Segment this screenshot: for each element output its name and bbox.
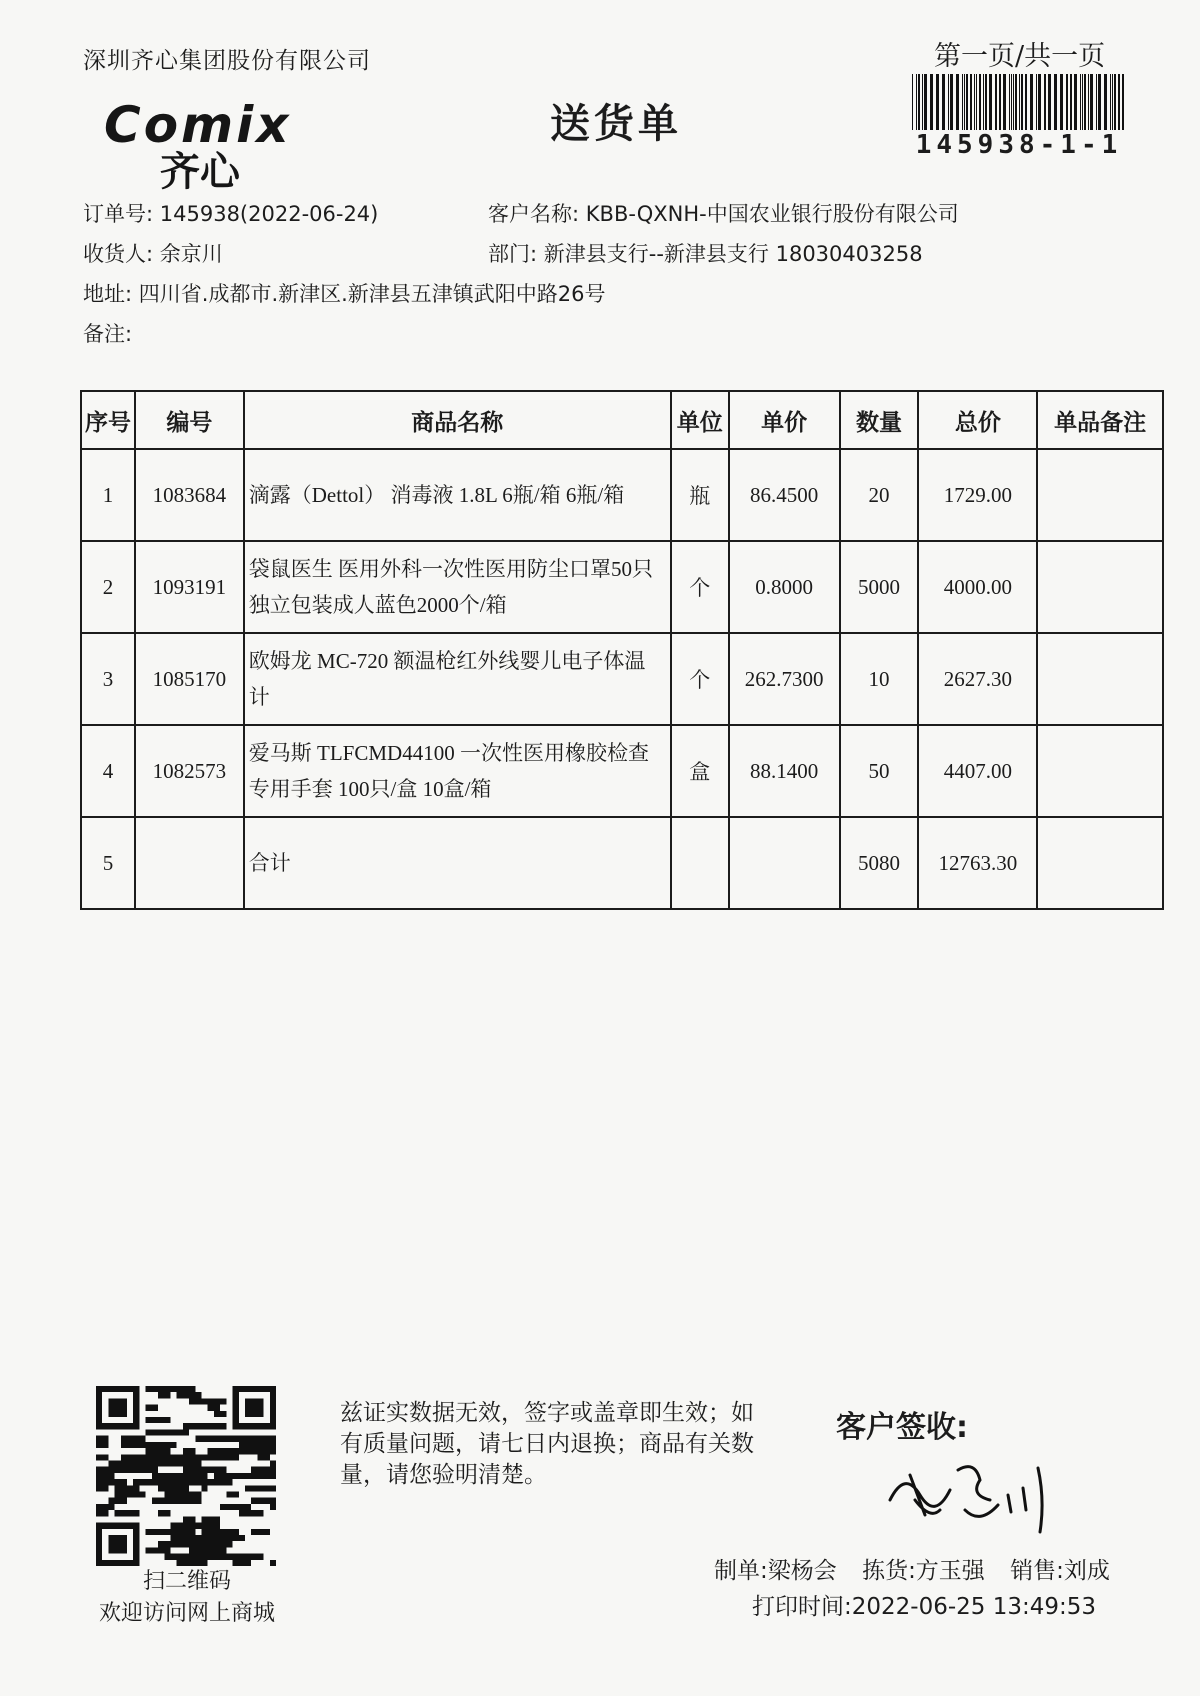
order-label: 订单号: <box>83 202 154 226</box>
cell-total-label: 合计 <box>244 817 671 909</box>
cell-unit-price: 262.7300 <box>729 633 840 725</box>
cell-quantity: 50 <box>840 725 919 817</box>
cell-unit-price <box>729 817 840 909</box>
cell-unit: 个 <box>671 541 729 633</box>
staff-line <box>714 1552 1110 1585</box>
receiver <box>83 238 223 268</box>
cell-note <box>1037 725 1163 817</box>
cell-unit-price: 88.1400 <box>729 725 840 817</box>
header-seq: 序号 <box>81 391 135 449</box>
qr-caption-welcome: 欢迎访问网上商城 <box>98 1601 275 1626</box>
cell-product-name: 袋鼠医生 医用外科一次性医用防尘口罩50只独立包装成人蓝色2000个/箱 <box>244 541 671 633</box>
cell-total: 1729.00 <box>918 449 1037 541</box>
cell-code: 1093191 <box>135 541 244 633</box>
header-total: 总价 <box>918 391 1037 449</box>
table-row <box>81 449 1163 541</box>
qr-code[interactable] <box>96 1386 276 1566</box>
cell-code: 1085170 <box>135 633 244 725</box>
address-label: 地址: <box>83 282 133 306</box>
customer-value: KBB-QXNH-中国农业银行股份有限公司 <box>585 202 959 226</box>
picker: 拣货:方玉强 <box>862 1558 985 1584</box>
comix-logo <box>104 96 344 195</box>
document-title: 送货单 <box>550 101 682 147</box>
logo-chinese: 齐心 <box>160 149 240 195</box>
cell-code: 1083684 <box>135 449 244 541</box>
dept-label: 部门: <box>488 242 538 266</box>
order-value: 145938(2022-06-24) <box>159 202 379 226</box>
cell-seq: 3 <box>81 633 135 725</box>
remark-label: 备注: <box>83 322 133 346</box>
receiver-value: 余京川 <box>159 242 223 266</box>
cell-code <box>135 817 244 909</box>
cell-total: 4000.00 <box>918 541 1037 633</box>
table-row <box>81 633 1163 725</box>
sales: 销售:刘成 <box>1010 1558 1110 1584</box>
cell-note <box>1037 633 1163 725</box>
customer-sign-label: 客户签收: <box>836 1410 968 1445</box>
cell-product-name: 欧姆龙 MC-720 额温枪红外线婴儿电子体温计 <box>244 633 671 725</box>
cell-total: 4407.00 <box>918 725 1037 817</box>
receiver-label: 收货人: <box>83 242 154 266</box>
order-number <box>83 198 378 228</box>
company-name: 深圳齐心集团股份有限公司 <box>83 48 371 74</box>
items-table <box>80 390 1164 910</box>
barcode-number: 145938-1-1 <box>915 130 1123 160</box>
customer-name <box>488 198 959 228</box>
logo-english: Comix <box>104 96 292 154</box>
print-time: 打印时间:2022-06-25 13:49:53 <box>752 1594 1097 1620</box>
cell-unit-price: 0.8000 <box>729 541 840 633</box>
table-header-row <box>81 391 1163 449</box>
cell-total: 2627.30 <box>918 633 1037 725</box>
cell-quantity: 5000 <box>840 541 919 633</box>
cell-quantity: 20 <box>840 449 919 541</box>
cell-grand-total: 12763.30 <box>918 817 1037 909</box>
table-row <box>81 541 1163 633</box>
cell-unit-price: 86.4500 <box>729 449 840 541</box>
header-unit-price: 单价 <box>729 391 840 449</box>
cell-quantity: 10 <box>840 633 919 725</box>
customer-signature <box>880 1440 1060 1540</box>
cell-product-name: 滴露（Dettol） 消毒液 1.8L 6瓶/箱 6瓶/箱 <box>244 449 671 541</box>
address <box>83 278 606 308</box>
qr-caption-scan: 扫二维码 <box>142 1569 231 1594</box>
cell-unit: 瓶 <box>671 449 729 541</box>
header-code: 编号 <box>135 391 244 449</box>
cell-unit: 盒 <box>671 725 729 817</box>
cell-note <box>1037 541 1163 633</box>
header-quantity: 数量 <box>840 391 919 449</box>
cell-seq: 5 <box>81 817 135 909</box>
cell-quantity-sum: 5080 <box>840 817 919 909</box>
barcode-image <box>912 74 1126 130</box>
page-indicator: 第一页/共一页 <box>934 41 1106 72</box>
table-row <box>81 725 1163 817</box>
header-note: 单品备注 <box>1037 391 1163 449</box>
cell-product-name: 爱马斯 TLFCMD44100 一次性医用橡胶检查专用手套 100只/盒 10盒/箱 <box>244 725 671 817</box>
cell-note <box>1037 817 1163 909</box>
cell-seq: 2 <box>81 541 135 633</box>
cell-seq: 1 <box>81 449 135 541</box>
header-product-name: 商品名称 <box>244 391 671 449</box>
dept-value: 新津县支行--新津县支行 18030403258 <box>543 242 923 266</box>
cell-code: 1082573 <box>135 725 244 817</box>
cell-seq: 4 <box>81 725 135 817</box>
cell-unit: 个 <box>671 633 729 725</box>
maker: 制单:梁杨会 <box>714 1558 837 1584</box>
cell-note <box>1037 449 1163 541</box>
department <box>488 238 923 268</box>
remark <box>83 318 132 348</box>
notice-text: 兹证实数据无效，签字或盖章即生效；如有质量问题，请七日内退换；商品有关数量，请您验明清楚。 <box>340 1400 754 1488</box>
cell-unit <box>671 817 729 909</box>
customer-label: 客户名称: <box>488 202 580 226</box>
address-value: 四川省.成都市.新津区.新津县五津镇武阳中路26号 <box>138 282 606 306</box>
qr-caption <box>82 1566 292 1630</box>
table-total-row <box>81 817 1163 909</box>
header-unit: 单位 <box>671 391 729 449</box>
